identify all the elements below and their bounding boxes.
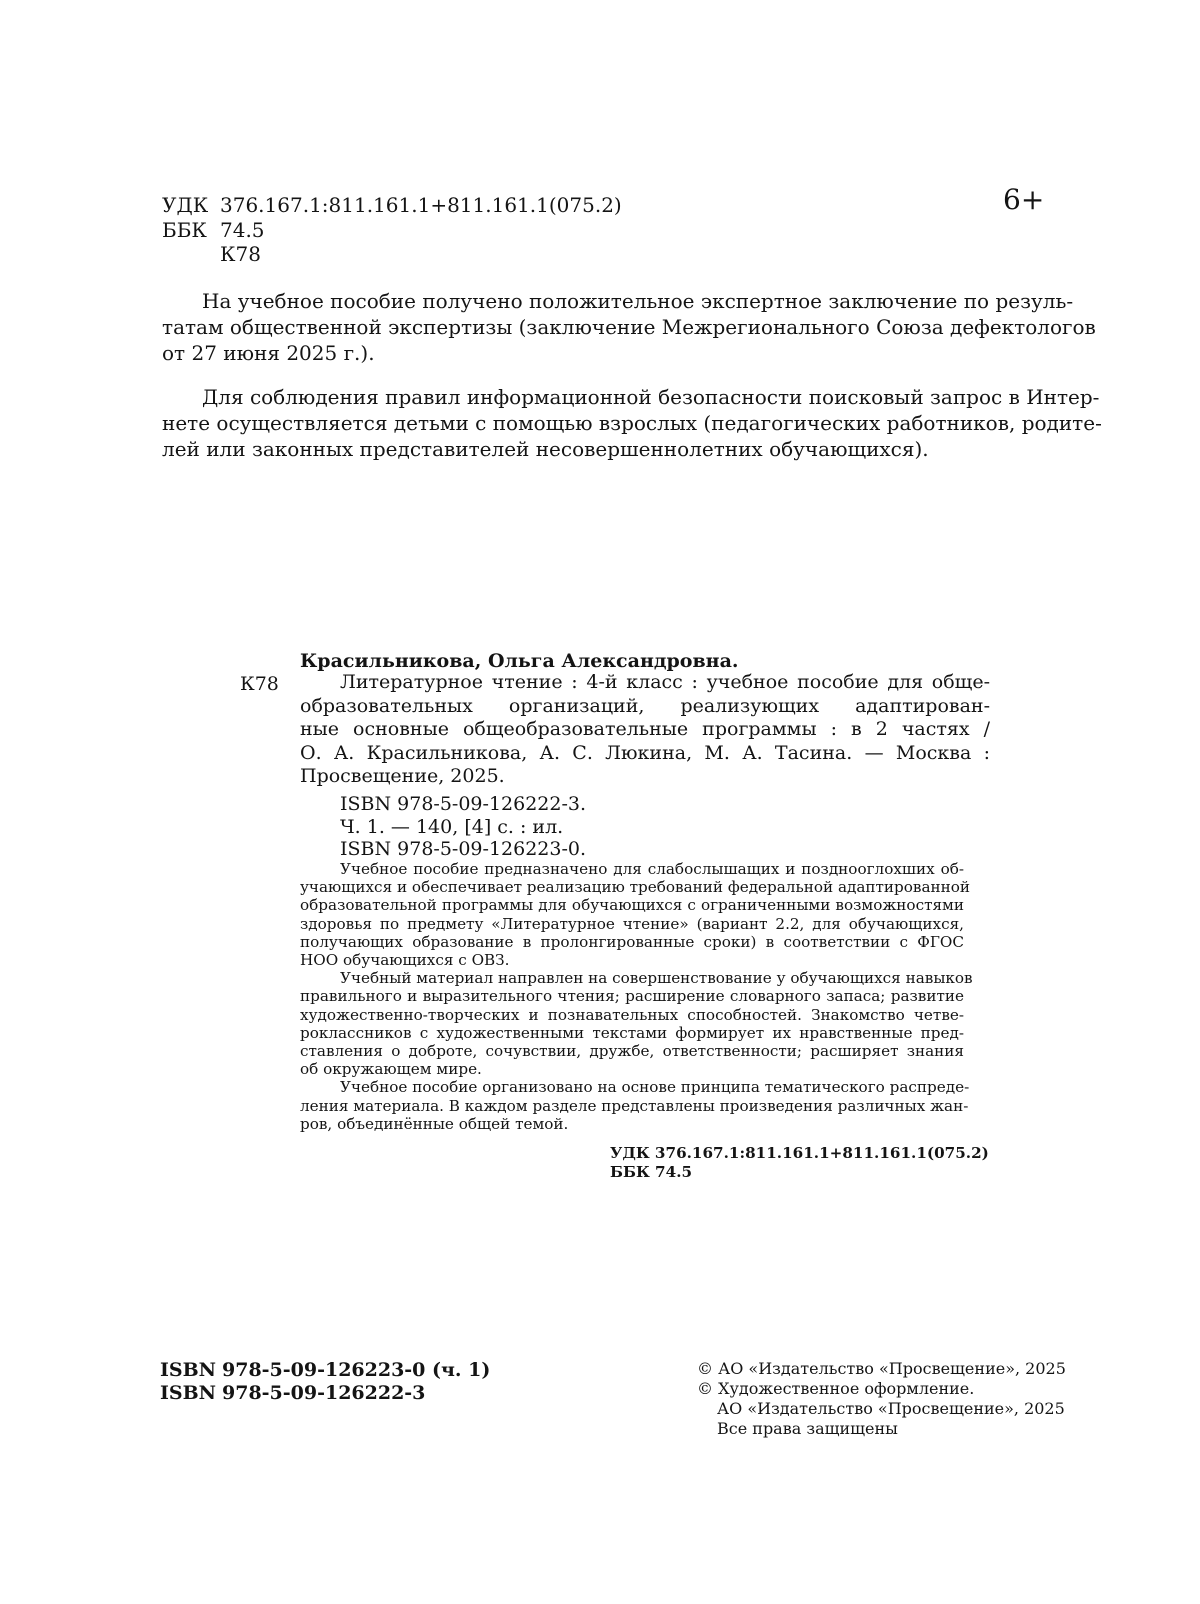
annotation-line: Учебное пособие предназначено для слабослышащих и позднооглохших об-: [340, 860, 964, 878]
isbn-value: 978-5-09-126222-3: [222, 1382, 426, 1404]
copyright-line: © Художественное оформление.: [697, 1379, 975, 1398]
annotation-line: Учебный материал направлен на совершенствование у обучающихся навыков: [340, 969, 973, 988]
card-annotation: [300, 860, 973, 1133]
expert-note-line: от 27 июня 2025 г.).: [162, 341, 375, 365]
card-classification: [610, 1144, 989, 1181]
bbk-label: ББК: [162, 217, 207, 242]
classification-block: [162, 193, 622, 267]
annotation-line: ления материала. В каждом разделе представлены произведения различных жан-: [300, 1096, 969, 1115]
bottom-isbn: [160, 1359, 490, 1405]
annotation-line: получающих образование в пролонгированные сроки) в соответствии с ФГОС: [300, 932, 964, 951]
annotation-line: роклассников с художественными текстами формирует их нравственные пред-: [300, 1023, 964, 1042]
card-description: [300, 671, 990, 789]
annotation-line: правильного и выразительного чтения; расширение словарного запаса; развитие: [300, 987, 964, 1006]
card-bbk: ББК 74.5: [610, 1162, 693, 1181]
card-description-line: Просвещение, 2025.: [300, 765, 505, 787]
bottom-isbn-row: [160, 1382, 490, 1405]
copyright-line: © АО «Издательство «Просвещение», 2025: [697, 1359, 1066, 1378]
expert-note-line: татам общественной экспертизы (заключение Межрегионального Союза дефектологов: [162, 315, 1096, 339]
card-isbn-line: ISBN 978-5-09-126222-3.: [340, 793, 587, 815]
card-description-line: Литературное чтение : 4-й класс : учебное пособие для обще-: [340, 671, 990, 693]
isbn-label: ISBN: [160, 1382, 217, 1404]
expert-note: [162, 288, 1096, 366]
bottom-isbn-row: [160, 1359, 490, 1382]
card-description-line: О. А. Красильникова, А. С. Люкина, М. А. Тасина. — Москва :: [300, 741, 990, 764]
udk-value: 376.167.1:811.161.1+811.161.1(075.2): [220, 193, 622, 217]
udk-label: УДК: [162, 193, 209, 217]
safety-note-line: Для соблюдения правил информационной безопасности поисковый запрос в Интер-: [202, 385, 1100, 409]
author-code-row: [162, 242, 622, 267]
card-isbn-block: [340, 793, 586, 861]
annotation-line: учающихся и обеспечивает реализацию требований федеральной адаптированной: [300, 878, 971, 897]
isbn-label: ISBN: [160, 1359, 217, 1381]
annotation-line: НОО обучающихся с ОВЗ.: [300, 951, 510, 970]
card-udk: УДК 376.167.1:811.161.1+811.161.1(075.2): [610, 1144, 989, 1162]
card-isbn-line: Ч. 1. — 140, [4] с. : ил.: [340, 815, 564, 838]
annotation-line: об окружающем мире.: [300, 1060, 482, 1079]
card-author: Красильникова, Ольга Александровна.: [300, 650, 739, 672]
safety-note: [162, 384, 1102, 462]
safety-note-line: лей или законных представителей несовершеннолетних обучающихся).: [162, 437, 929, 461]
annotation-line: Учебное пособие организовано на основе принципа тематического распреде-: [340, 1078, 970, 1097]
annotation-line: образовательной программы для обучающихся с ограниченными возможностями: [300, 896, 964, 915]
card-description-line: образовательных организаций, реализующих адаптирован-: [300, 694, 990, 717]
udk-row: [162, 193, 622, 218]
expert-note-line: На учебное пособие получено положительное экспертное заключение по резуль-: [202, 289, 1074, 313]
author-code: К78: [220, 242, 261, 266]
card-description-line: ные основные общеобразовательные программы : в 2 частях /: [300, 718, 990, 740]
card-isbn-line: ISBN 978-5-09-126223-0.: [340, 838, 587, 860]
copyright-line: АО «Издательство «Просвещение», 2025: [717, 1399, 1065, 1418]
safety-note-line: нете осуществляется детьми с помощью взрослых (педагогических работников, родите-: [162, 411, 1102, 435]
annotation-line: здоровья по предмету «Литературное чтение» (вариант 2.2, для обучающихся,: [300, 914, 964, 933]
annotation-line: художественно-творческих и познавательных способностей. Знакомство четве-: [300, 1005, 964, 1024]
isbn-value: 978-5-09-126223-0 (ч. 1): [222, 1359, 491, 1381]
copyright-line: Все права защищены: [717, 1419, 898, 1438]
copyright-block: [697, 1359, 1066, 1439]
age-rating: 6+: [1003, 183, 1045, 216]
bbk-row: [162, 218, 622, 243]
bbk-value: 74.5: [220, 217, 265, 242]
card-code: К78: [240, 673, 279, 695]
annotation-line: ров, объединённые общей темой.: [300, 1114, 569, 1133]
annotation-line: ставления о доброте, сочувствии, дружбе, ответственности; расширяет знания: [300, 1042, 964, 1061]
